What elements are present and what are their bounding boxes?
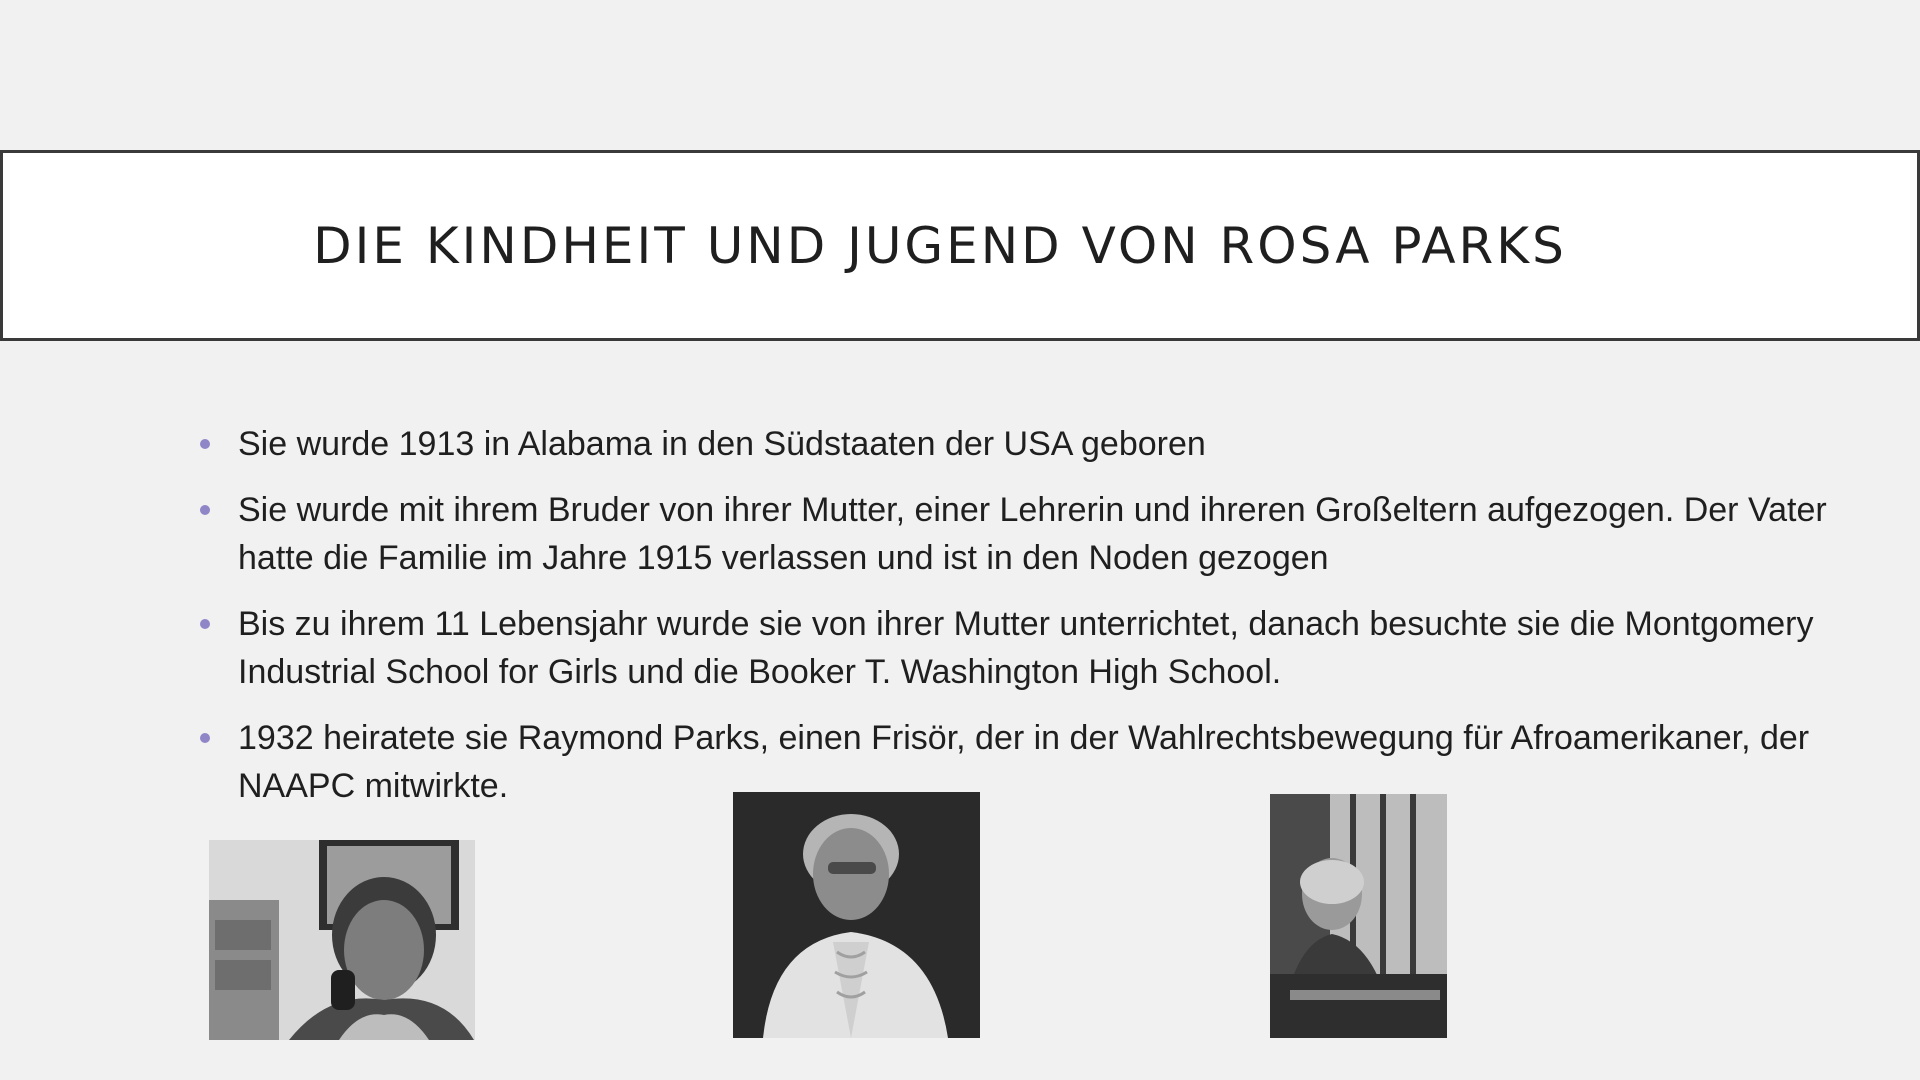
portrait-photo [733, 792, 980, 1038]
bullet-item [200, 600, 1900, 696]
bullet-dot-icon [200, 505, 210, 515]
bullet-dot-icon [200, 439, 210, 449]
bullet-dot-icon [200, 733, 210, 743]
bullet-text: 1932 heiratete sie Raymond Parks, einen Frisör, der in der Wahlrechtsbewegung für Afroamerikaner, der NAAPC mitwirkte. [238, 719, 1810, 805]
bullet-item [200, 714, 1900, 810]
bullet-dot-icon [200, 619, 210, 629]
title-box [0, 150, 1920, 341]
woman-on-telephone-photo [209, 840, 475, 1040]
bullet-list [200, 420, 1900, 828]
bullet-text: Bis zu ihrem 11 Lebensjahr wurde sie von ihrer Mutter unterrichtet, danach besuchte sie die Montgomery Industrial School for Girls und die Booker T. Washington High School. [238, 605, 1814, 691]
bullet-item [200, 486, 1900, 582]
bullet-text: Sie wurde 1913 in Alabama in den Südstaaten der USA geboren [238, 425, 1206, 463]
slide-title: DIE KINDHEIT UND JUGEND VON ROSA PARKS [313, 216, 1567, 275]
bullet-text: Sie wurde mit ihrem Bruder von ihrer Mutter, einer Lehrerin und ihreren Großeltern aufgezogen. Der Vater hatte die Familie im Jahre 1915 verlassen und ist in den Noden gezogen [238, 491, 1827, 577]
woman-in-bus-photo [1270, 794, 1447, 1038]
bullet-item [200, 420, 1900, 468]
